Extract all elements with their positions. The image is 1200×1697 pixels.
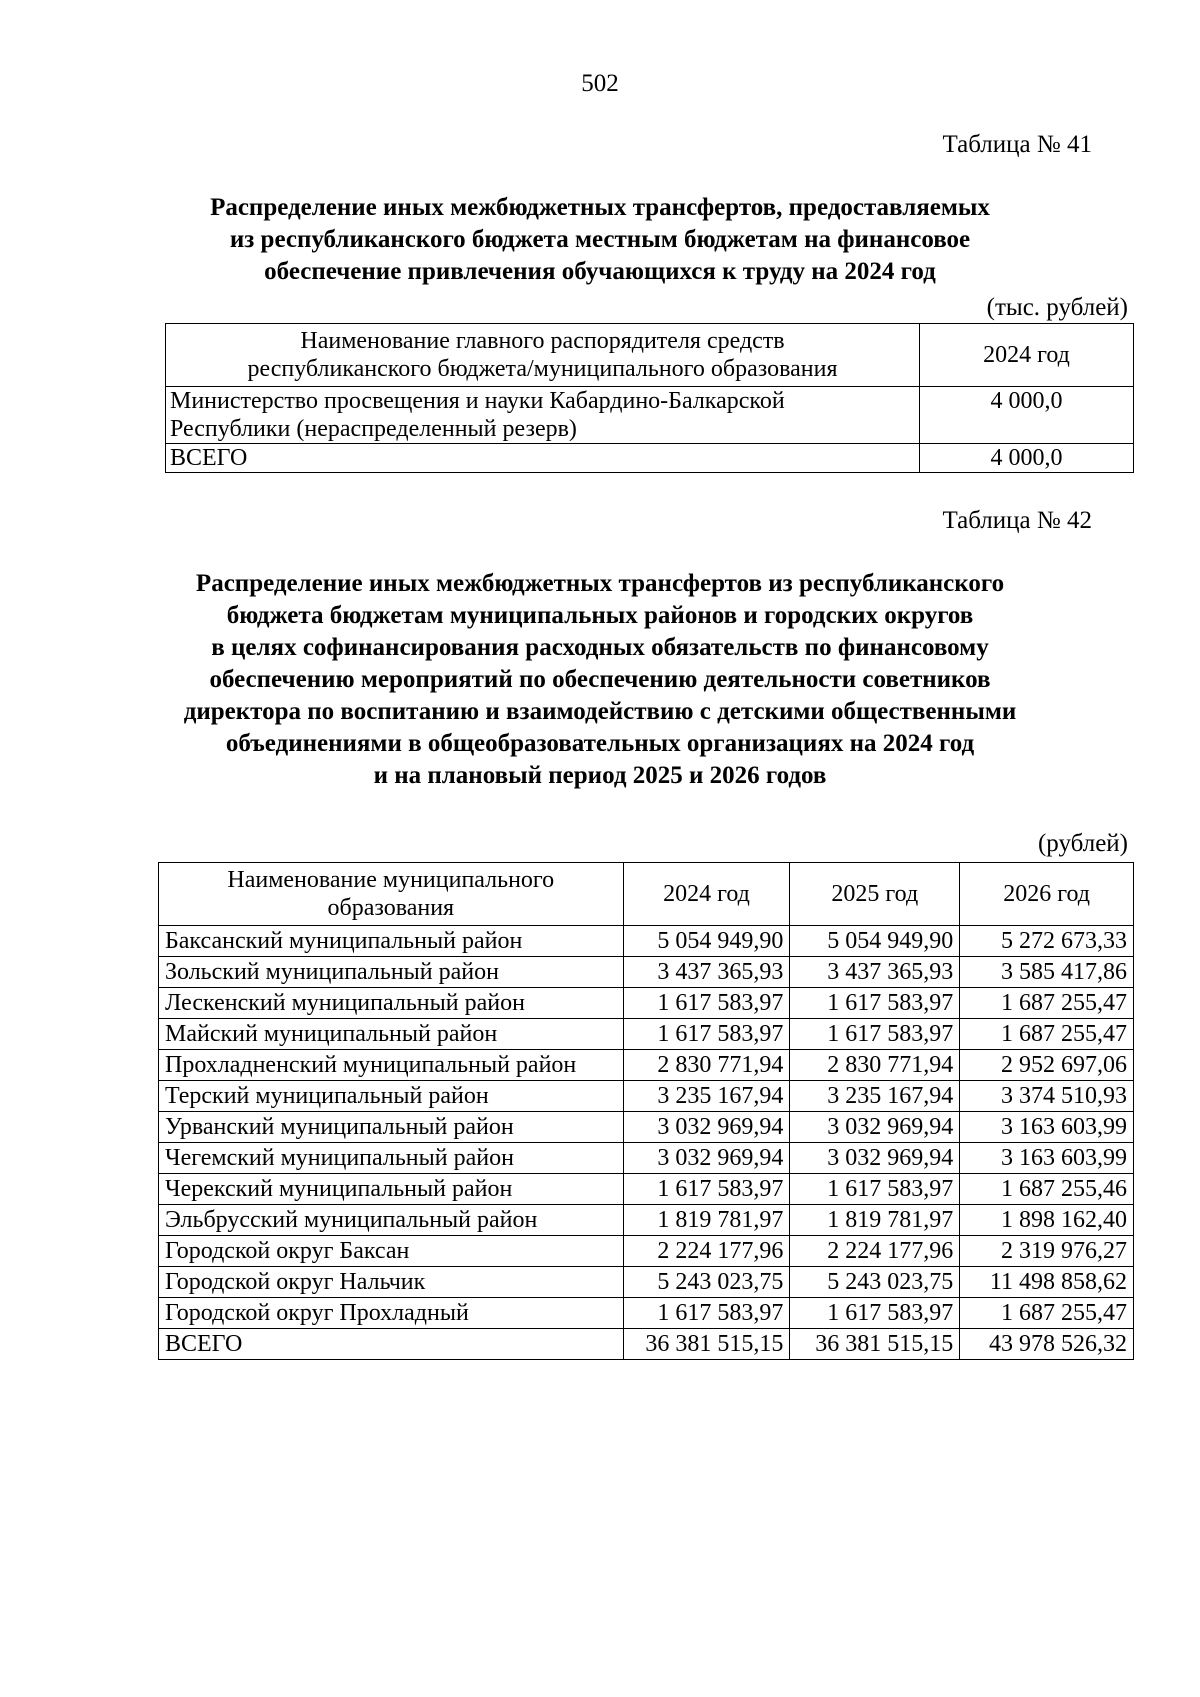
table-41-label: Таблица № 41 [942, 131, 1092, 158]
header-name [166, 324, 920, 387]
header-name-line: Наименование главного распорядителя средств [300, 328, 785, 354]
title-line: бюджета бюджетам муниципальных районов и городских округов [226, 602, 974, 629]
table-body [159, 926, 1134, 1360]
table-header-row [166, 324, 1134, 387]
row-2026: 2 952 697,06 [960, 1050, 1134, 1081]
title-line: обеспечение привлечения обучающихся к труду на 2024 год [264, 258, 936, 285]
row-2025: 2 224 177,96 [790, 1236, 960, 1267]
table-row [159, 957, 1134, 988]
row-2025: 1 617 583,97 [790, 1019, 960, 1050]
row-2025: 5 054 949,90 [790, 926, 960, 957]
total-2025: 36 381 515,15 [790, 1329, 960, 1360]
table-42-title [150, 568, 1050, 792]
row-2025: 3 235 167,94 [790, 1081, 960, 1112]
row-2025: 3 032 969,94 [790, 1143, 960, 1174]
table-42-unit: (рублей) [1037, 830, 1128, 857]
row-name-line: Министерство просвещения и науки Кабардино-Балкарской [170, 388, 785, 414]
title-line: из республиканского бюджета местным бюджетам на финансовое [229, 226, 971, 253]
table-row [159, 1112, 1134, 1143]
row-2025: 1 819 781,97 [790, 1205, 960, 1236]
row-name: Городской округ Нальчик [159, 1267, 624, 1298]
table-41 [165, 323, 1134, 473]
title-line: в целях софинансирования расходных обязательств по финансовому [211, 634, 989, 661]
row-2025: 2 830 771,94 [790, 1050, 960, 1081]
total-2024: 36 381 515,15 [623, 1329, 790, 1360]
row-2026: 2 319 976,27 [960, 1236, 1134, 1267]
row-name: Чегемский муниципальный район [159, 1143, 624, 1174]
row-2024: 3 437 365,93 [623, 957, 790, 988]
row-name: Баксанский муниципальный район [159, 926, 624, 957]
row-name: Городской округ Баксан [159, 1236, 624, 1267]
table-row [166, 387, 1134, 444]
header-2024: 2024 год [623, 863, 790, 926]
row-2024: 1 617 583,97 [623, 1174, 790, 1205]
row-2025: 5 243 023,75 [790, 1267, 960, 1298]
table-row [159, 1205, 1134, 1236]
table-row [159, 1298, 1134, 1329]
header-2026: 2026 год [960, 863, 1134, 926]
row-name: Зольский муниципальный район [159, 957, 624, 988]
row-2024: 3 032 969,94 [623, 1143, 790, 1174]
row-name [166, 387, 920, 444]
table-42 [158, 862, 1134, 1360]
row-2026: 1 687 255,47 [960, 1298, 1134, 1329]
table-row [159, 1019, 1134, 1050]
title-line: и на плановый период 2025 и 2026 годов [373, 762, 827, 789]
row-name: Черекский муниципальный район [159, 1174, 624, 1205]
table-row [159, 1050, 1134, 1081]
row-2026: 1 687 255,47 [960, 1019, 1134, 1050]
row-2024: 1 617 583,97 [623, 1298, 790, 1329]
row-2026: 3 163 603,99 [960, 1112, 1134, 1143]
page-number: 502 [581, 70, 619, 97]
total-row [159, 1329, 1134, 1360]
header-name-line: республиканского бюджета/муниципального образования [247, 356, 838, 382]
table-header-row [159, 863, 1134, 926]
total-row [166, 444, 1134, 473]
total-value: 4 000,0 [920, 444, 1134, 473]
row-name: Городской округ Прохладный [159, 1298, 624, 1329]
row-2026: 1 687 255,47 [960, 988, 1134, 1019]
row-name: Эльбрусский муниципальный район [159, 1205, 624, 1236]
table-row [159, 1267, 1134, 1298]
row-2026: 3 585 417,86 [960, 957, 1134, 988]
table-row [159, 1236, 1134, 1267]
header-year: 2024 год [920, 324, 1134, 387]
row-name: Майский муниципальный район [159, 1019, 624, 1050]
table-row [159, 988, 1134, 1019]
row-2025: 3 032 969,94 [790, 1112, 960, 1143]
table-row [159, 1174, 1134, 1205]
row-2024: 5 243 023,75 [623, 1267, 790, 1298]
row-2026: 5 272 673,33 [960, 926, 1134, 957]
row-2025: 1 617 583,97 [790, 1298, 960, 1329]
title-line: обеспечению мероприятий по обеспечению деятельности советников [209, 666, 991, 693]
row-2024: 3 235 167,94 [623, 1081, 790, 1112]
row-2025: 1 617 583,97 [790, 1174, 960, 1205]
header-name [159, 863, 624, 926]
table-row [159, 1143, 1134, 1174]
row-2026: 3 163 603,99 [960, 1143, 1134, 1174]
title-line: Распределение иных межбюджетных трансфертов из республиканского [195, 570, 1005, 597]
row-name: Урванский муниципальный район [159, 1112, 624, 1143]
row-2025: 1 617 583,97 [790, 988, 960, 1019]
row-name-line: Республики (нераспределенный резерв) [170, 416, 577, 442]
table-41-unit: (тыс. рублей) [986, 294, 1128, 321]
row-2026: 3 374 510,93 [960, 1081, 1134, 1112]
title-line: Распределение иных межбюджетных трансфертов, предоставляемых [210, 194, 990, 221]
table-41-title [150, 192, 1050, 288]
title-line: директора по воспитанию и взаимодействию с детскими общественными [183, 698, 1017, 725]
row-2024: 1 617 583,97 [623, 1019, 790, 1050]
table-row [159, 1081, 1134, 1112]
row-2024: 2 830 771,94 [623, 1050, 790, 1081]
header-2025: 2025 год [790, 863, 960, 926]
table-row [159, 926, 1134, 957]
row-2026: 1 898 162,40 [960, 1205, 1134, 1236]
row-name: Лескенский муниципальный район [159, 988, 624, 1019]
total-name: ВСЕГО [159, 1329, 624, 1360]
total-2026: 43 978 526,32 [960, 1329, 1134, 1360]
row-name: Терский муниципальный район [159, 1081, 624, 1112]
header-name-line: образования [327, 895, 455, 921]
title-line: объединениями в общеобразовательных организациях на 2024 год [225, 730, 975, 757]
row-2024: 2 224 177,96 [623, 1236, 790, 1267]
row-2024: 1 819 781,97 [623, 1205, 790, 1236]
row-2026: 1 687 255,46 [960, 1174, 1134, 1205]
row-2025: 3 437 365,93 [790, 957, 960, 988]
row-2024: 5 054 949,90 [623, 926, 790, 957]
row-2024: 3 032 969,94 [623, 1112, 790, 1143]
total-name: ВСЕГО [166, 444, 920, 473]
header-name-line: Наименование муниципального [227, 867, 555, 893]
row-name: Прохладненский муниципальный район [159, 1050, 624, 1081]
table-42-label: Таблица № 42 [942, 507, 1092, 534]
row-value: 4 000,0 [920, 387, 1134, 444]
row-2024: 1 617 583,97 [623, 988, 790, 1019]
row-2026: 11 498 858,62 [960, 1267, 1134, 1298]
